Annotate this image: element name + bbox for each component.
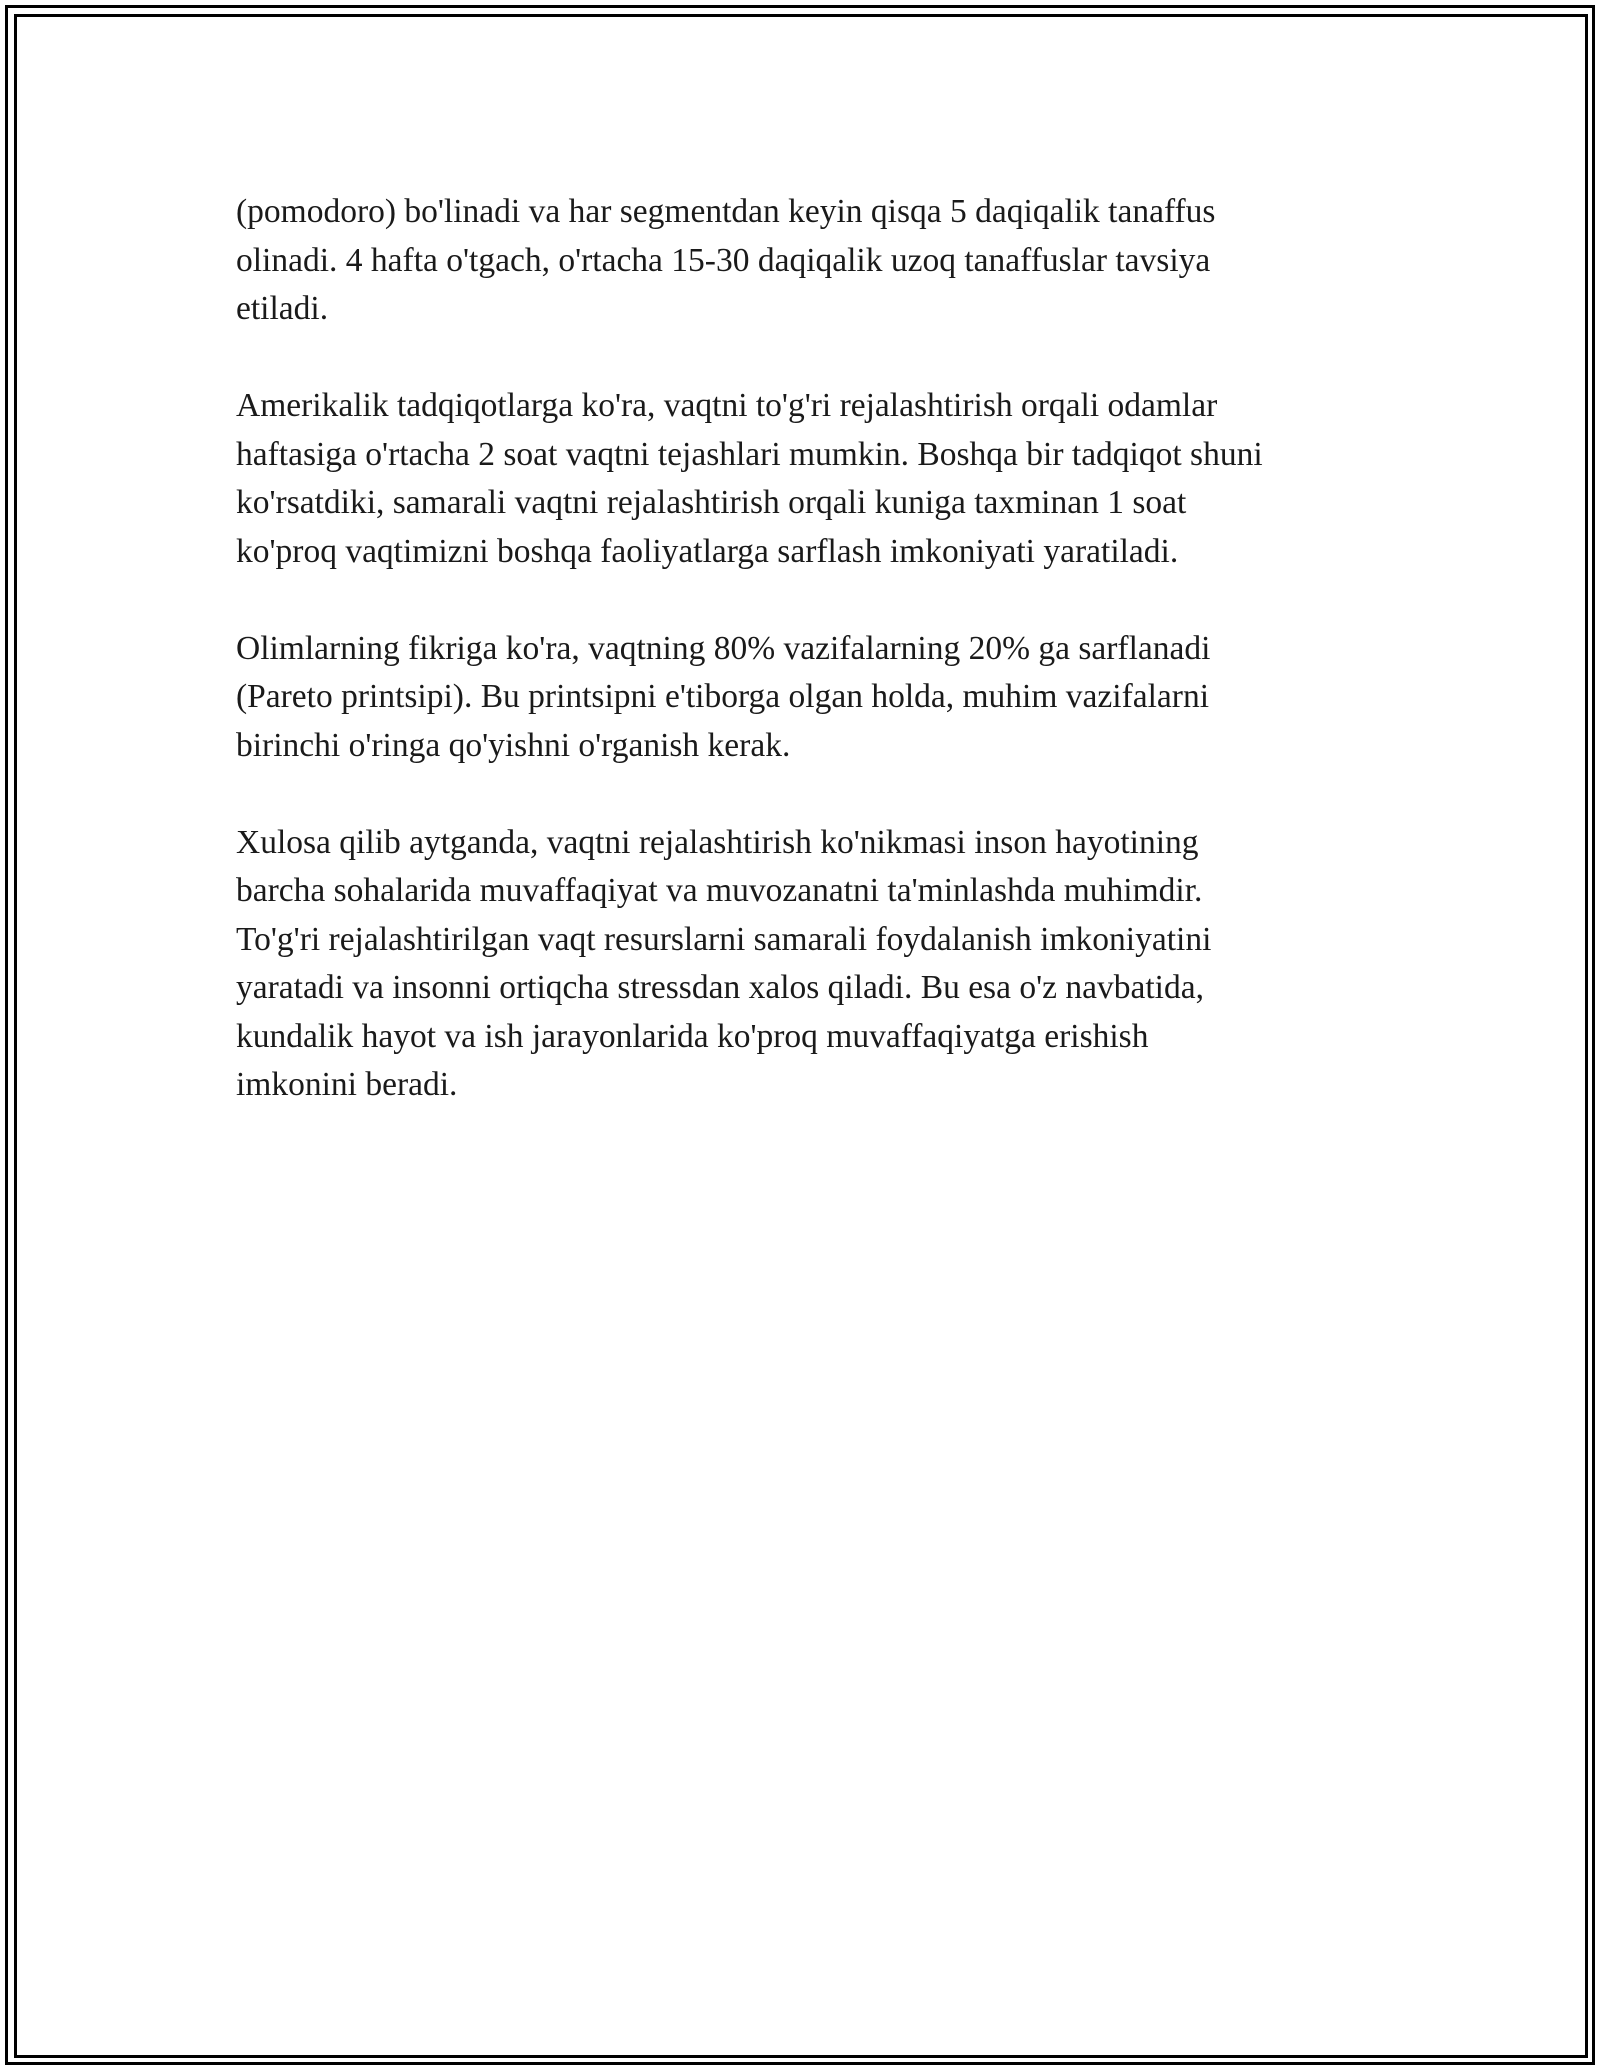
paragraph-pareto: Olimlarning fikriga ko'ra, vaqtning 80% vazifalarning 20% ga sarflanadi (Pareto printsipi). Bu printsipni e'tiborga olgan holda, muhim vazifalarni birinchi o'ringa qo'yishni o'rganish kerak. bbox=[236, 629, 1211, 764]
paragraph-conclusion: Xulosa qilib aytganda, vaqtni rejalashtirish ko'nikmasi inson hayotining barcha sohalarida muvaffaqiyat va muvozanatni ta'minlashda muhimdir. To'g'ri rejalashtirilgan vaqt resurslarni samarali foydalanish imkoniyatini yaratadi va insonni ortiqcha stressdan xalos qiladi. Bu esa o'z navbatida, kundalik hayot va ish jarayonlarida ko'proq muvaffaqiyatga erishish imkonini beradi. bbox=[236, 823, 1212, 1103]
document-body bbox=[236, 188, 1376, 1158]
paragraph-research: Amerikalik tadqiqotlarga ko'ra, vaqtni to'g'ri rejalashtirish orqali odamlar haftasiga o'rtacha 2 soat vaqtni tejashlari mumkin. Boshqa bir tadqiqot shuni ko'rsatdiki, samarali vaqtni rejalashtirish orqali kuniga taxminan 1 soat ko'proq vaqtimizni boshqa faoliyatlarga sarflash imkoniyati yaratiladi. bbox=[236, 387, 1263, 570]
paragraph-pomodoro: (pomodoro) bo'linadi va har segmentdan keyin qisqa 5 daqiqalik tanaffus olinadi. 4 hafta o'tgach, o'rtacha 15-30 daqiqalik uzoq tanaffuslar tavsiya etiladi. bbox=[236, 193, 1216, 327]
